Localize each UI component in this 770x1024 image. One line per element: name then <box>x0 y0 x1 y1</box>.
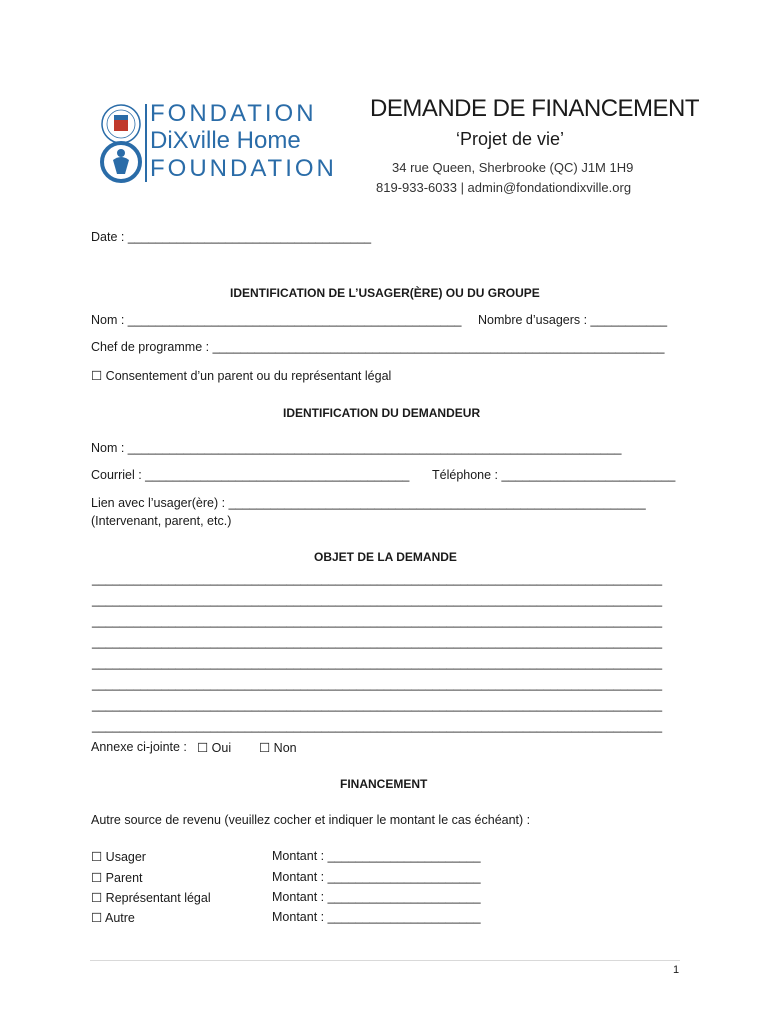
usager-name-field[interactable]: Nom : ________________________________________________ <box>91 313 462 327</box>
description-line[interactable]: __________________________________________________________________________________ <box>92 635 663 649</box>
description-line[interactable]: __________________________________________________________________________________ <box>92 572 663 586</box>
consent-checkbox[interactable]: ☐ Consentement d’un parent ou du représentant légal <box>91 369 392 383</box>
date-field[interactable]: Date : ___________________________________ <box>91 230 372 244</box>
logo-line-1: FONDATION <box>150 100 317 127</box>
description-line[interactable]: __________________________________________________________________________________ <box>92 614 663 628</box>
section-heading-objet: OBJET DE LA DEMANDE <box>314 550 457 564</box>
funding-intro: Autre source de revenu (veuillez cocher et indiquer le montant le cas échéant) : <box>91 813 531 827</box>
contact-info: 819-933-6033 | admin@fondationdixville.org <box>376 180 632 195</box>
relationship-note: (Intervenant, parent, etc.) <box>91 514 232 528</box>
footer-divider <box>90 960 680 961</box>
seal-icon <box>100 102 142 184</box>
logo-divider <box>145 104 147 182</box>
funding-source-checkbox-autre[interactable]: ☐ Autre <box>91 911 135 925</box>
program-chief-field[interactable]: Chef de programme : _________________________________________________________________ <box>91 340 665 354</box>
funding-amount-field[interactable]: Montant : ______________________ <box>272 890 481 904</box>
phone-field[interactable]: Téléphone : _________________________ <box>432 468 676 482</box>
annex-no-checkbox[interactable]: ☐ Non <box>259 741 297 755</box>
foundation-logo <box>100 100 335 186</box>
description-line[interactable]: __________________________________________________________________________________ <box>92 698 663 712</box>
description-line[interactable]: __________________________________________________________________________________ <box>92 593 663 607</box>
section-heading-financement: FINANCEMENT <box>340 777 428 791</box>
email-field[interactable]: Courriel : ______________________________________ <box>91 468 410 482</box>
section-heading-usager: IDENTIFICATION DE L’USAGER(ÈRE) OU DU GROUPE <box>230 286 540 300</box>
funding-source-checkbox-usager[interactable]: ☐ Usager <box>91 850 146 864</box>
usager-count-field[interactable]: Nombre d’usagers : ___________ <box>478 313 668 327</box>
description-line[interactable]: __________________________________________________________________________________ <box>92 677 663 691</box>
funding-amount-field[interactable]: Montant : ______________________ <box>272 870 481 884</box>
annex-label: Annexe ci-jointe : <box>91 740 187 754</box>
annex-yes-checkbox[interactable]: ☐ Oui <box>197 741 232 755</box>
document-title: DEMANDE DE FINANCEMENT <box>370 95 700 122</box>
address: 34 rue Queen, Sherbrooke (QC) J1M 1H9 <box>392 160 634 175</box>
relationship-field[interactable]: Lien avec l’usager(ère) : ____________________________________________________________ <box>91 496 646 510</box>
description-line[interactable]: __________________________________________________________________________________ <box>92 719 663 733</box>
section-heading-demandeur: IDENTIFICATION DU DEMANDEUR <box>283 406 481 420</box>
funding-source-checkbox-parent[interactable]: ☐ Parent <box>91 871 143 885</box>
logo-line-2: DiXville Home <box>150 127 301 154</box>
logo-line-3: FOUNDATION <box>150 155 337 182</box>
document-subtitle: ‘Projet de vie’ <box>456 129 565 149</box>
funding-amount-field[interactable]: Montant : ______________________ <box>272 849 481 863</box>
description-line[interactable]: __________________________________________________________________________________ <box>92 656 663 670</box>
funding-source-checkbox-representant[interactable]: ☐ Représentant légal <box>91 891 211 905</box>
page-number: 1 <box>673 964 680 976</box>
requester-name-field[interactable]: Nom : _______________________________________________________________________ <box>91 441 622 455</box>
funding-amount-field[interactable]: Montant : ______________________ <box>272 910 481 924</box>
